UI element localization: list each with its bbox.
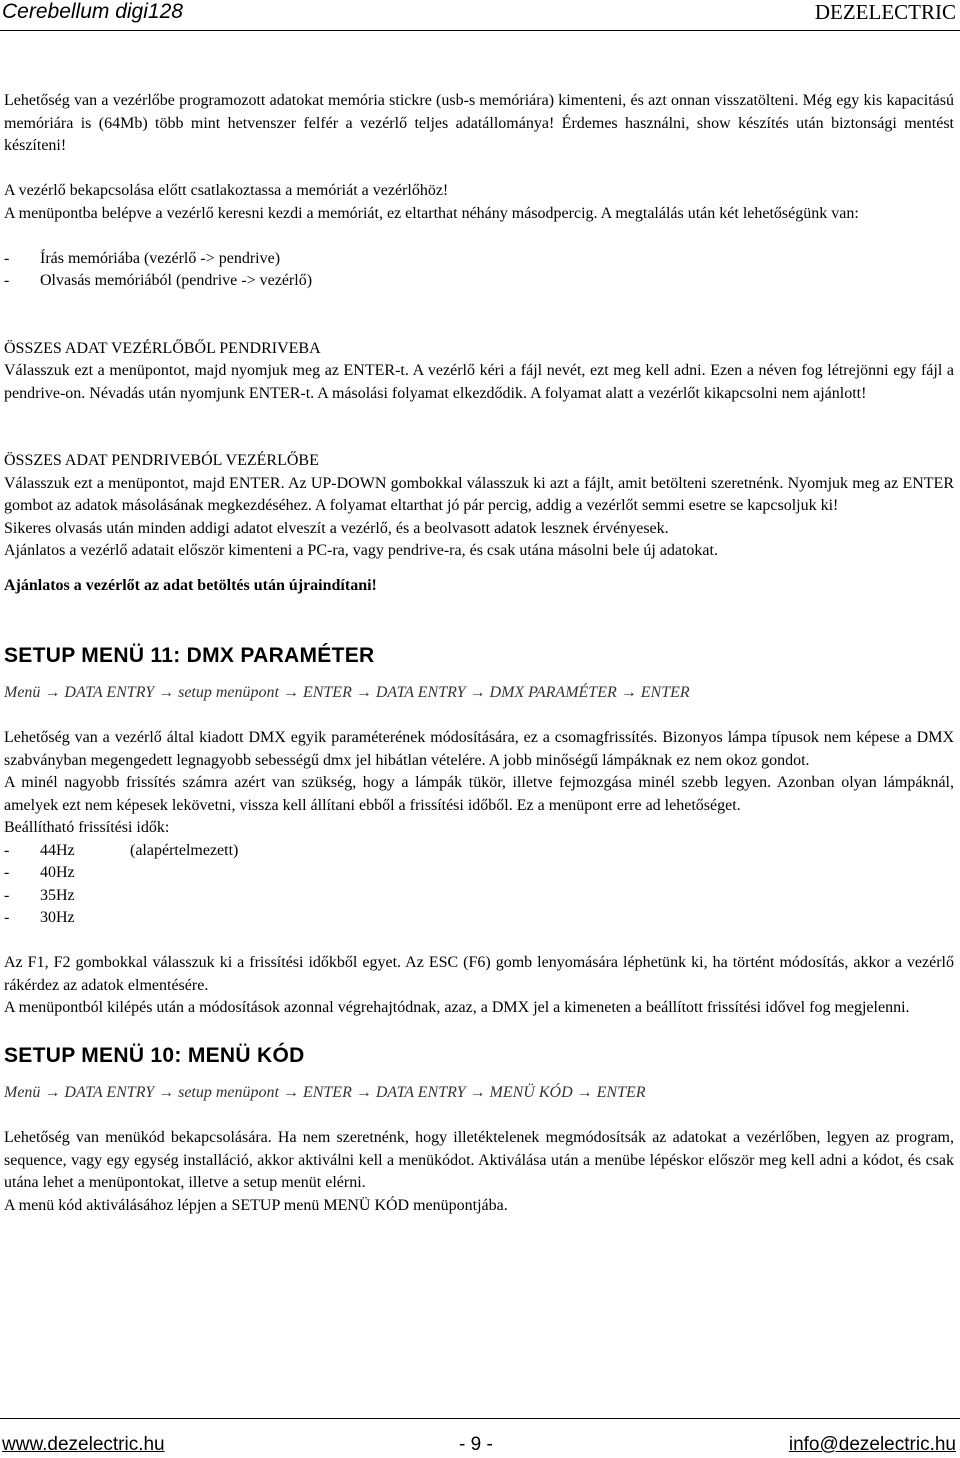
- restart-warning: Ajánlatos a vezérlőt az adat betöltés után újraindítani!: [4, 576, 377, 594]
- write-section-title: ÖSSZES ADAT VEZÉRLŐBŐL PENDRIVEBA: [4, 339, 321, 357]
- read-section-advice: Ajánlatos a vezérlő adatait először kimenteni a PC-ra, vagy pendrive-ra, és csak utána másolni bele új adatokat.: [4, 542, 718, 559]
- list-item: - Írás memóriába (vezérlő -> pendrive): [4, 248, 954, 271]
- list-item: - 30Hz: [4, 909, 75, 926]
- write-section-body: Válasszuk ezt a menüpontot, majd nyomjuk meg az ENTER-t. A vezérlő kéri a fájl nevét, ezt meg kell adni. Ezen a néven fog létrejönni egy fájl a pendrive-on. Névadás után nyomjunk ENTER-t. A másolási folyamat elkezdődik. A folyamat alatt a vezérlőt kikapcsolni nem ajánlott!: [4, 362, 954, 402]
- list-item: - 44Hz (alapértelmezett): [4, 840, 954, 863]
- page-number: - 9 -: [459, 1434, 493, 1455]
- list-item: - Olvasás memóriából (pendrive -> vezérlő): [4, 270, 954, 293]
- read-section-title: ÖSSZES ADAT PENDRIVEBÓL VEZÉRLŐBE: [4, 452, 319, 469]
- dmx-paragraph-3: Az F1, F2 gombokkal válasszuk ki a frissítési időkből egyet. Az ESC (F6) gomb lenyomására léphetünk ki, ha történt módosítás, akkor a vezérlő rákérdez az adatok elmentésére.: [4, 954, 954, 994]
- document-title: Cerebellum digi128: [2, 0, 183, 23]
- code-paragraph-1: Lehetőség van menükód bekapcsolására. Ha nem szeretnénk, hogy illetéktelenek megmódosítsák az adatokat a vezérlőben, legyen az program, sequence, vagy egy egység installáció, akkor aktiválni kell a menükódot. Aktiválása után a menübe lépéskor először meg kell adni a kódot, és csak utána lehet a menüpontokat, illetve a setup menüt elérni.: [4, 1129, 954, 1191]
- code-paragraph-2: A menü kód aktiválásához lépjen a SETUP menü MENÜ KÓD menüpontjába.: [4, 1196, 508, 1214]
- read-section-note: Sikeres olvasás után minden addigi adatot elveszít a vezérlő, és a beolvasott adatok lesznek érvényesek.: [4, 519, 669, 537]
- default-label: (alapértelmezett): [130, 841, 239, 859]
- list-item: - 40Hz: [4, 864, 75, 881]
- page-body: [4, 90, 954, 1217]
- header-divider: [0, 30, 960, 31]
- list-item: - 35Hz: [4, 886, 75, 904]
- dmx-menu-path: Menü → DATA ENTRY → setup menüpont → ENTER → DATA ENTRY → DMX PARAMÉTER → ENTER: [4, 684, 690, 701]
- option-read: Olvasás memóriából (pendrive -> vezérlő): [40, 272, 313, 289]
- code-menu-path: Menü → DATA ENTRY → setup menüpont → ENTER → DATA ENTRY → MENÜ KÓD → ENTER: [4, 1084, 646, 1101]
- footer-divider: [0, 1418, 960, 1419]
- intro-paragraph: Lehetőség van a vezérlőbe programozott adatokat memória stickre (usb-s memóriára) kimenteni, és azt onnan visszatölteni. Még egy kis kapacitású memóriára is (64Mb) több mint hetvenszer felfér a vezérlő teljes adatállománya! Érdemes használni, show készítés után biztonsági mentést készíteni!: [4, 92, 954, 154]
- website-link[interactable]: www.dezelectric.hu: [2, 1434, 165, 1455]
- dmx-section-heading: SETUP MENÜ 11: DMX PARAMÉTER: [4, 644, 375, 667]
- page-header: [0, 0, 960, 30]
- intro-options-lead: A menüpontba belépve a vezérlő keresni kezdi a memóriát, ez eltarthat néhány másodpercig. A megtalálás után két lehetőségünk van:: [4, 204, 859, 222]
- read-section-body: Válasszuk ezt a menüpontot, majd ENTER. Az UP-DOWN gombokkal válasszuk ki azt a fájlt, amit betölteni szeretnénk. Nyomjuk meg az ENTER gombot az adatok másolásának megkezdéséhez. A folyamat eltarthat jó pár percig, addig a vezérlőt semmi esetre se kapcsoljuk ki!: [4, 474, 954, 514]
- code-section-heading: SETUP MENÜ 10: MENÜ KÓD: [4, 1044, 305, 1067]
- dmx-paragraph-1: Lehetőség van a vezérlő által kiadott DMX egyik paraméterének módosítására, ez a csomagfrissítés. Bizonyos lámpa típusok nem képese a DMX szabványban megengedett legnagyobb sebességű dmx jel hibátlan vételére. A jobb minőségű lámpáknak ez nem okoz gondot.: [4, 729, 954, 769]
- email-link[interactable]: info@dezelectric.hu: [788, 1434, 956, 1455]
- dmx-paragraph-2: A minél nagyobb frissítés számra azért van szükség, hogy a lámpák tükör, illetve fejmozgása minél szebb legyen. Azonban olyan lámpáknál, amelyek ezt nem képesek lekövetni, vissza kell állítani ebből a frissítési időből. Ez a menüpont erre ad lehetőséget.: [4, 774, 954, 814]
- refresh-list-title: Beállítható frissítési idők:: [4, 819, 170, 836]
- dmx-paragraph-4: A menüpontból kilépés után a módosítások azonnal végrehajtódnak, azaz, a DMX jel a kimeneten a beállított frissítési idővel fog megjelenni.: [4, 999, 910, 1016]
- option-write: Írás memóriába (vezérlő -> pendrive): [40, 249, 281, 267]
- company-name: DEZELECTRIC: [814, 0, 956, 24]
- intro-notice: A vezérlő bekapcsolása előtt csatlakoztassa a memóriát a vezérlőhöz!: [4, 182, 449, 199]
